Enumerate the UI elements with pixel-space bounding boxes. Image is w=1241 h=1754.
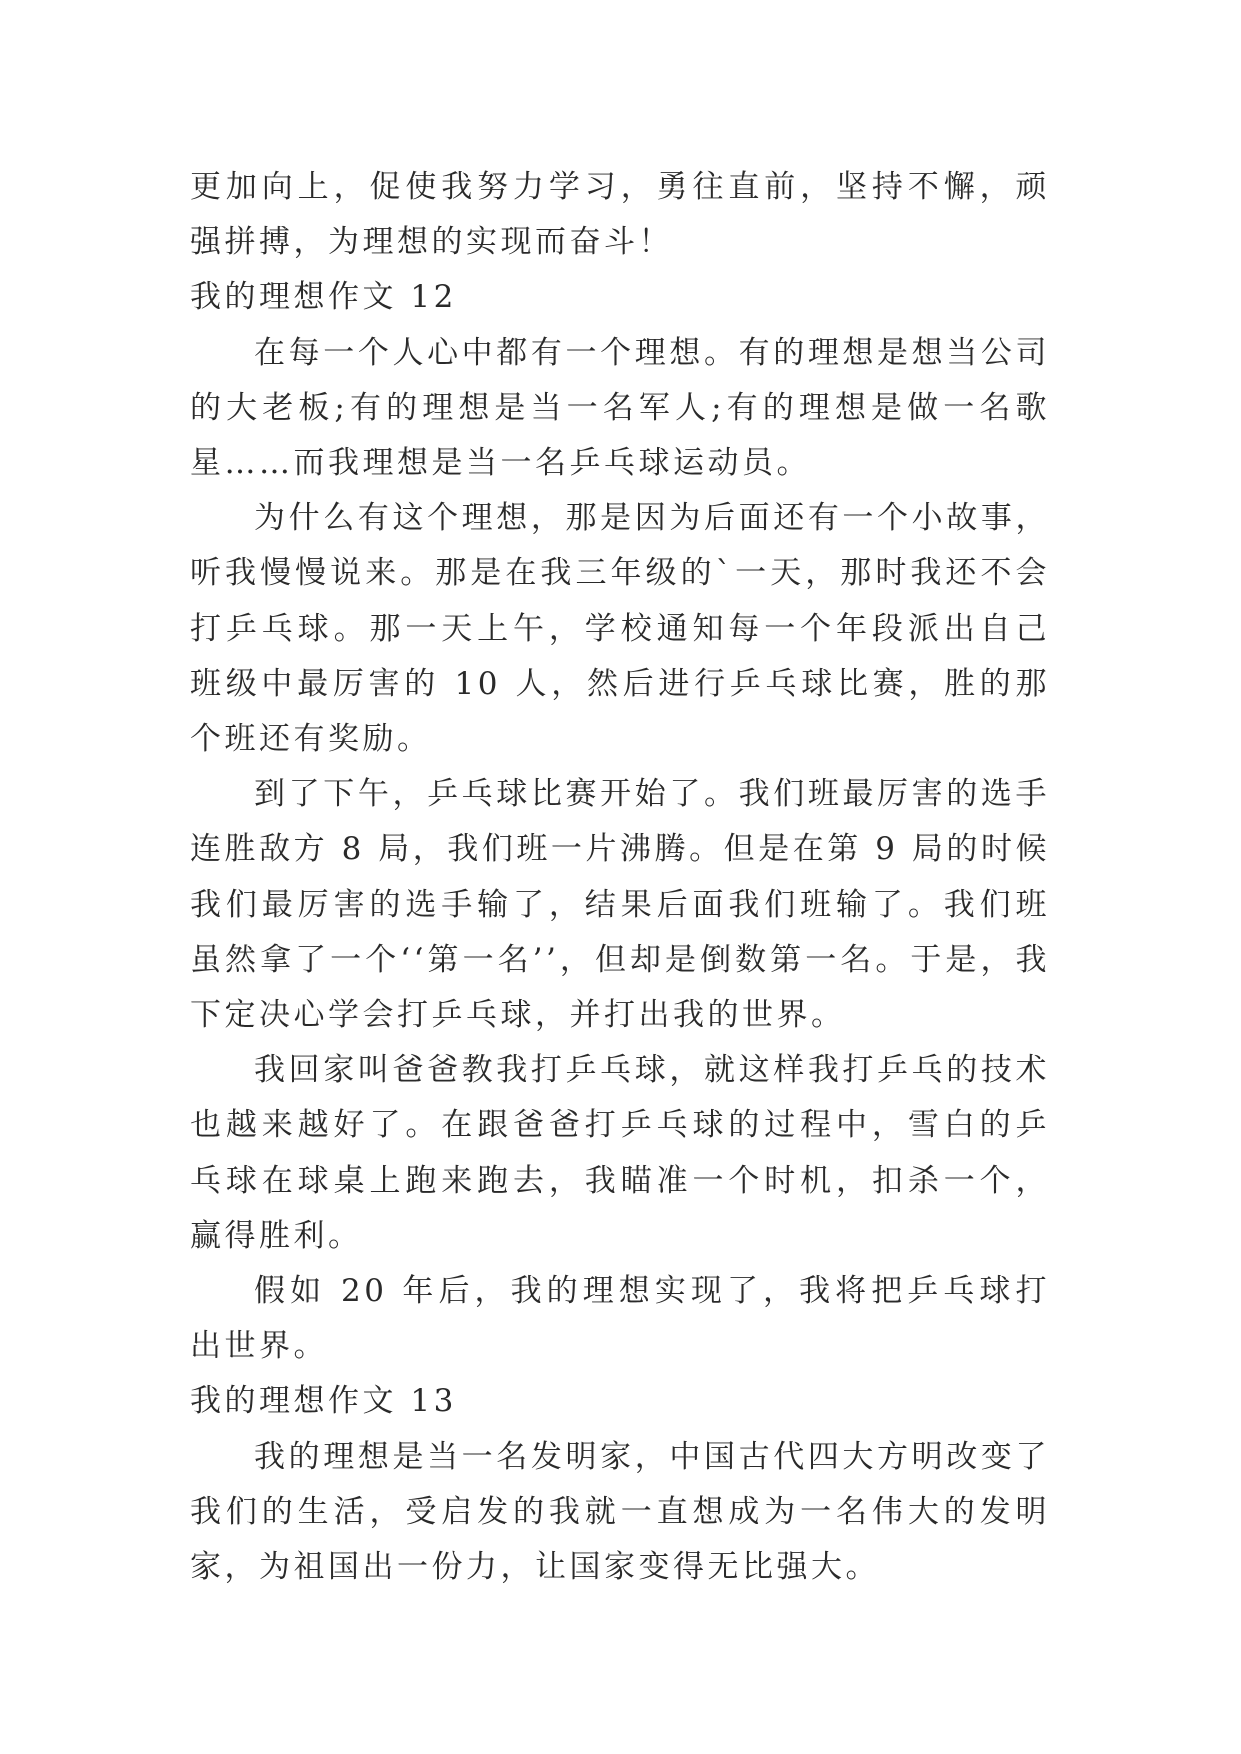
paragraph-13-1: 我的理想是当一名发明家，中国古代四大方明改变了我们的生活，受启发的我就一直想成为一名伟大的发明家，为祖国出一份力，让国家变得无比强大。 [190,1438,1050,1586]
paragraph-12-4: 我回家叫爸爸教我打乒乓球，就这样我打乒乓的技术也越来越好了。在跟爸爸打乒乓球的过程中，雪白的乒乓球在球桌上跑来跑去，我瞄准一个时机，扣杀一个，赢得胜利。 [190,1052,1050,1254]
paragraph-12-2: 为什么有这个理想，那是因为后面还有一个小故事，听我慢慢说来。那是在我三年级的`一天，那时我还不会打乒乓球。那一天上午，学校通知每一个年段派出自己班级中最厉害的 10 人，然后进行乒乓球比赛，胜的那个班还有奖励。 [190,500,1050,758]
document-body [190,160,1050,1595]
paragraph-12-3: 到了下午，乒乓球比赛开始了。我们班最厉害的选手连胜敌方 8 局，我们班一片沸腾。但是在第 9 局的时候我们最厉害的选手输了，结果后面我们班输了。我们班虽然拿了一个‘‘第一名’’，但却是倒数第一名。于是，我下定决心学会打乒乓球，并打出我的世界。 [190,776,1050,1034]
paragraph-12-5: 假如 20 年后，我的理想实现了，我将把乒乓球打出世界。 [190,1273,1050,1365]
essay-heading-13: 我的理想作文 13 [190,1383,457,1420]
paragraph-12-1: 在每一个人心中都有一个理想。有的理想是想当公司的大老板;有的理想是当一名军人;有的理想是做一名歌星……而我理想是当一名乒乓球运动员。 [190,334,1050,482]
essay-heading-12: 我的理想作文 12 [190,279,457,316]
paragraph-closing-previous: 更加向上，促使我努力学习，勇往直前，坚持不懈，顽强拼搏，为理想的实现而奋斗！ [190,169,1050,261]
